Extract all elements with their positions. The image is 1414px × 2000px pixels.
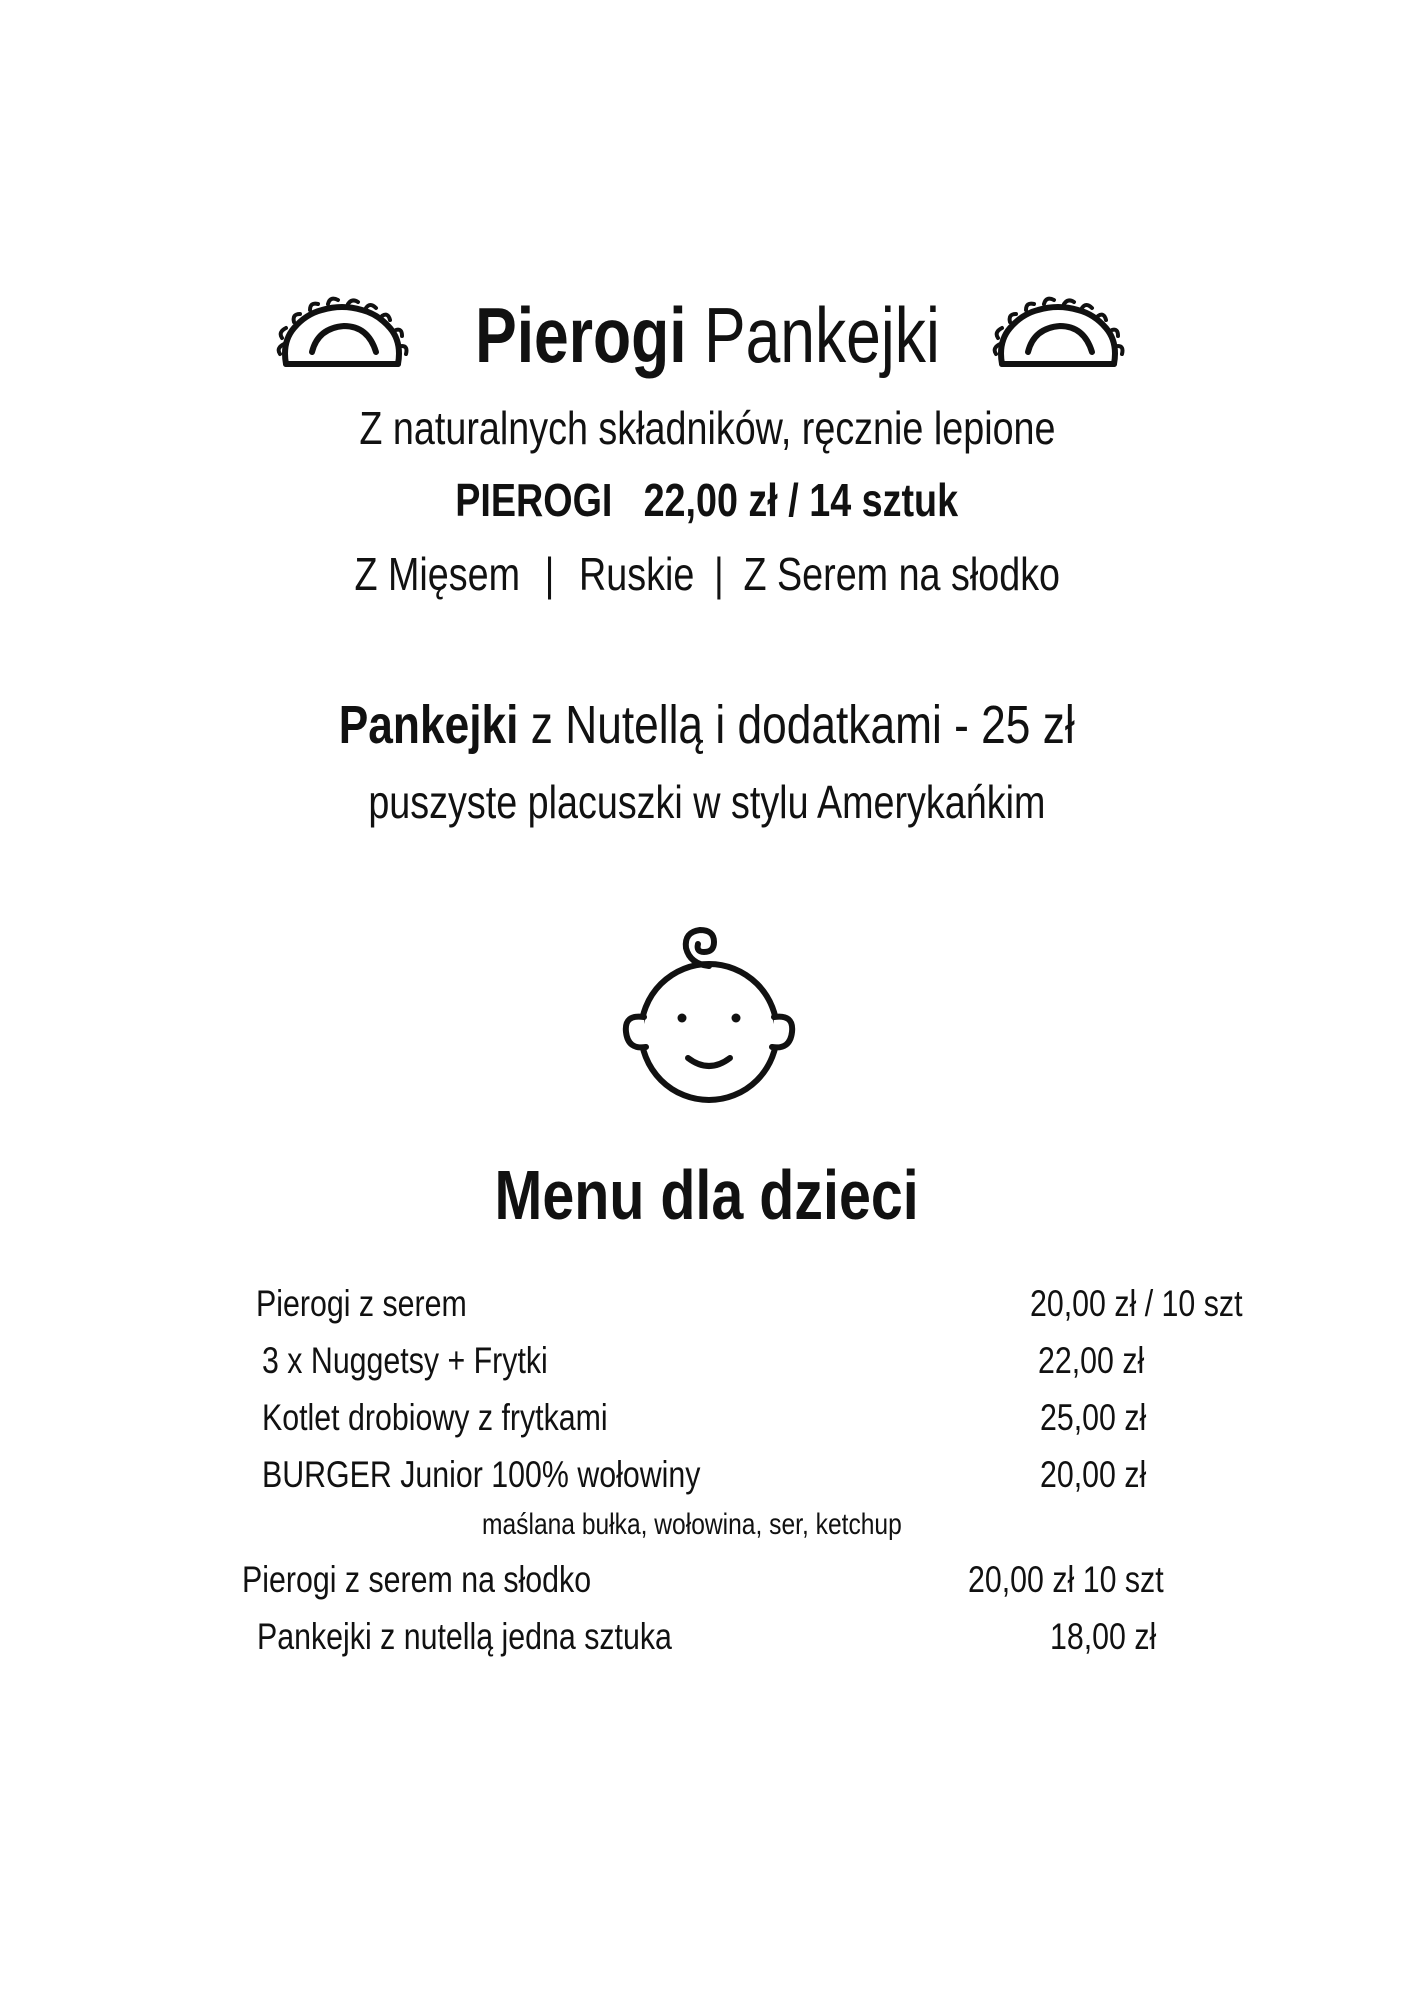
pankejki-line (0, 690, 1414, 760)
pierogi-tagline: Z naturalnych składników, ręcznie lepione (358, 402, 1056, 454)
baby-face-icon (614, 922, 804, 1112)
title-light: Pankejki (703, 291, 940, 379)
menu-item-price: 18,00 zł (1050, 1616, 1157, 1657)
pankejki-subdescription: puszyste placuszki w stylu Amerykańkim (368, 776, 1046, 828)
menu-item-note: maślana bułka, wołowina, ser, ketchup (482, 1508, 902, 1541)
variety-item: Z Mięsem (354, 548, 520, 600)
menu-item-price: 20,00 zł 10 szt (968, 1559, 1164, 1600)
pierogi-varieties (0, 544, 1414, 604)
menu-item-name: 3 x Nuggetsy + Frytki (262, 1340, 548, 1381)
variety-item: Z Serem na słodko (743, 548, 1060, 600)
menu-item-price: 20,00 zł / 10 szt (1030, 1283, 1243, 1324)
pankejki-name: Pankejki (339, 695, 519, 755)
menu-item-name: Kotlet drobiowy z frytkami (262, 1397, 608, 1438)
pierogi-price-line (0, 470, 1414, 530)
menu-item-price: 22,00 zł (1038, 1340, 1145, 1381)
separator: | (544, 548, 555, 600)
variety-item: Ruskie (578, 548, 695, 600)
pierogi-label: PIEROGI (455, 474, 613, 526)
title-bold: Pierogi (474, 291, 687, 379)
pankejki-description: z Nutellą i dodatkami - 25 zł (531, 695, 1075, 755)
menu-item-name: Pierogi z serem (256, 1283, 467, 1324)
page-title (0, 290, 1414, 380)
pierogi-price: 22,00 zł / 14 sztuk (643, 474, 959, 526)
menu-item-price: 25,00 zł (1040, 1397, 1147, 1438)
menu-item-name: Pankejki z nutellą jedna sztuka (257, 1616, 672, 1657)
pierog-icon (988, 294, 1128, 374)
menu-item-name: BURGER Junior 100% wołowiny (262, 1454, 701, 1495)
menu-item-name: Pierogi z serem na słodko (242, 1559, 592, 1600)
menu-item-price: 20,00 zł (1040, 1454, 1147, 1495)
kids-menu-title: Menu dla dzieci (494, 1156, 920, 1234)
separator: | (713, 548, 724, 600)
